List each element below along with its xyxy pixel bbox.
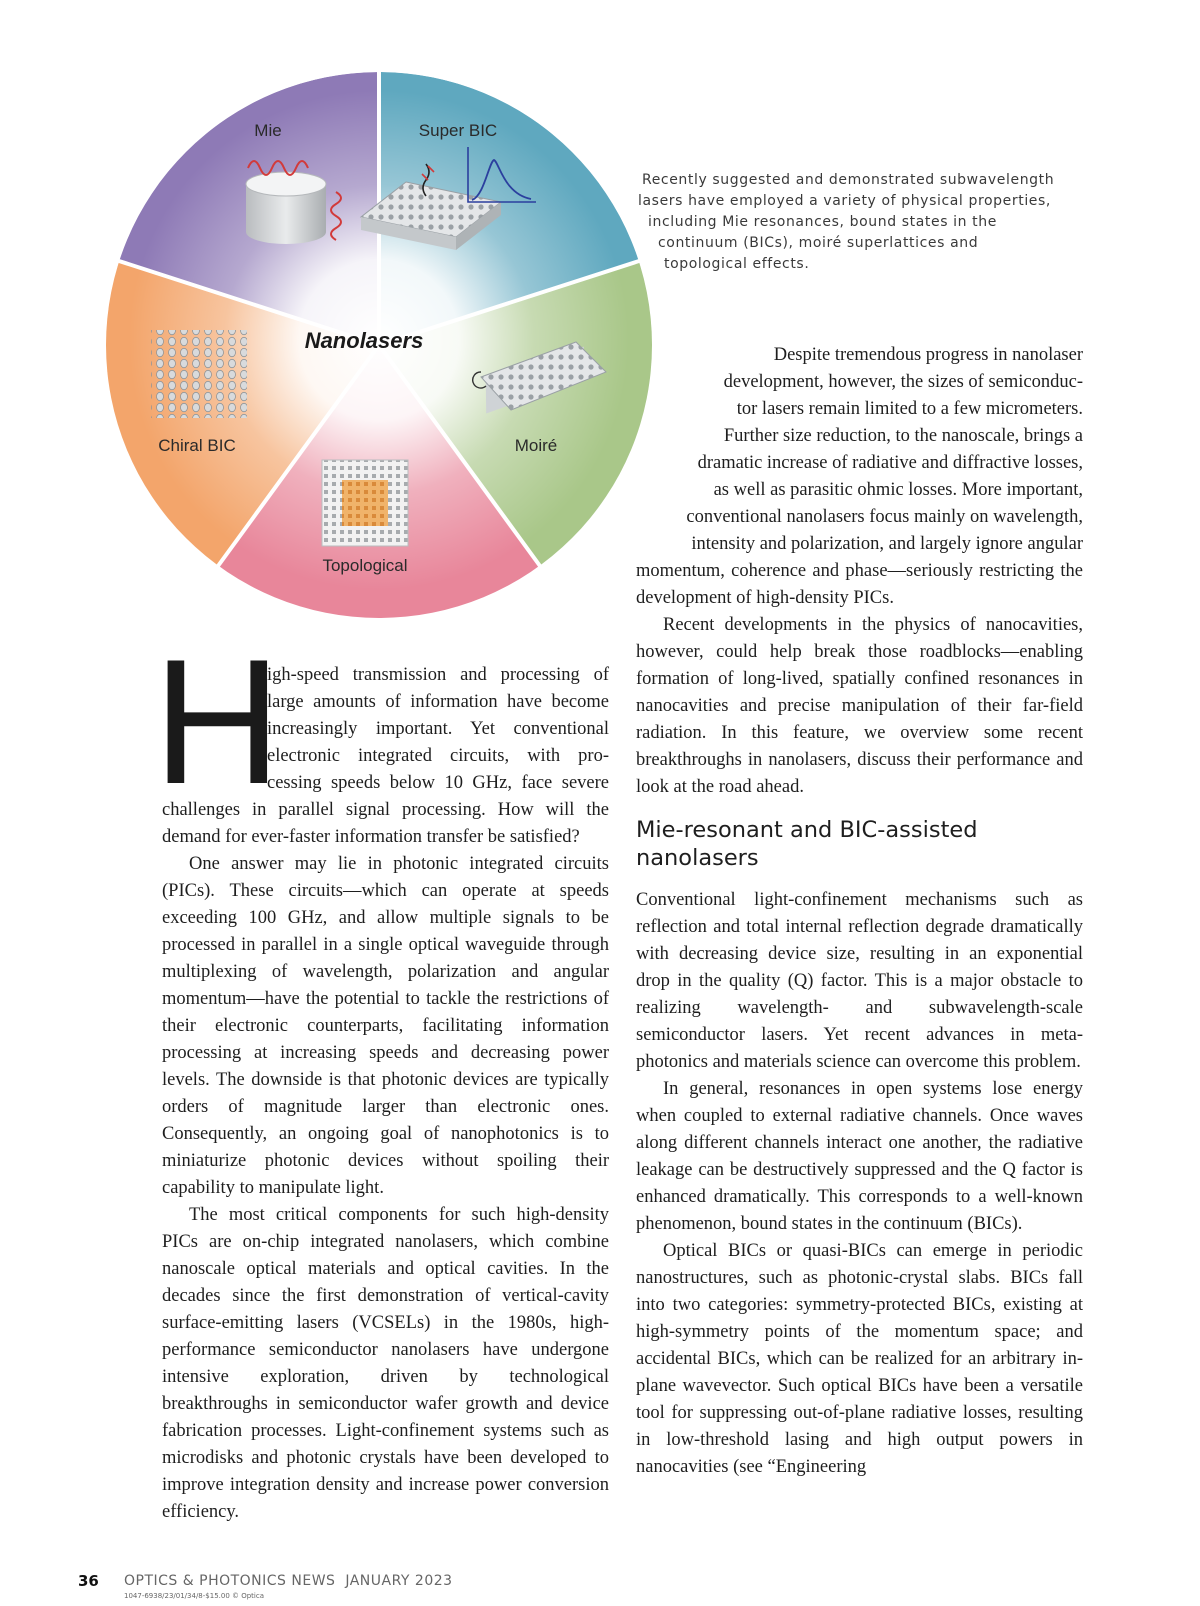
label-moire: Moiré — [514, 436, 558, 455]
label-topological: Topological — [322, 556, 408, 575]
section-heading: Mie-resonant and BIC-assisted nanolasers — [636, 817, 978, 871]
body-paragraph: momentum, coherence and phase—seriously restricting the development of high-density PICs. — [636, 561, 1083, 608]
label-nanolasers: Nanolasers — [304, 328, 424, 353]
nanolaser-wheel-figure — [106, 72, 652, 618]
lead-line: increasingly important. Yet conventional — [267, 719, 609, 739]
body-paragraph: Conventional light-confinement mechanisms such as reflection and total internal reflection degrade dramatically with decreasing device size, resulting in an exponential drop in the quality (Q) factor. This is a major obstacle to realizing wavelength- and subwavelength-scale semiconductor lasers. Yet recent advances in meta-photonics and materials science can overcome this problem. — [636, 890, 1083, 1072]
running-head: OPTICS & PHOTONICS NEWS JANUARY 2023 — [124, 1573, 453, 1589]
taper-line: dramatic increase of radiative and diffractive losses, — [697, 453, 1083, 473]
body-paragraph: One answer may lie in photonic integrated circuits (PICs). These circuits—which can operate at speeds exceeding 100 GHz, and allow multiple signals to be processed in parallel in a single optical waveguide through multiplexing of wavelength, polarization and angular momentum—have the potential to tackle the restrictions of their electronic counterparts, facilitating information processing at increasing speeds and decreasing power levels. The downside is that photonic devices are typically orders of magnitude larger than electronic ones. Consequently, an ongoing goal of nanophotonics is to miniaturize photonic devices without spoiling their capability to manipulate light. — [162, 854, 609, 1198]
label-super-bic: Super BIC — [418, 121, 498, 140]
caption-line: including Mie resonances, bound states in the — [648, 214, 997, 230]
topological-lattice-illustration — [322, 460, 408, 546]
caption-line: topological effects. — [664, 256, 810, 272]
lead-line: cessing speeds below 10 GHz, face severe — [267, 773, 609, 793]
label-chiral-bic: Chiral BIC — [158, 436, 236, 455]
lead-line: igh-speed transmission and processing of — [267, 665, 609, 685]
lead-line: large amounts of information have become — [267, 692, 609, 712]
taper-line: tor lasers remain limited to a few micrometers. — [736, 399, 1083, 419]
figure-caption — [628, 170, 1068, 275]
caption-line: lasers have employed a variety of physical properties, — [638, 193, 1051, 209]
lead-continuation: challenges in parallel signal processing. How will the demand for ever-faster information transfer be satisfied? — [162, 800, 609, 847]
caption-line: continuum (BICs), moiré superlattices and — [658, 235, 979, 251]
chiral-bic-array-illustration — [151, 330, 247, 418]
page-number: 36 — [78, 1572, 99, 1590]
taper-line: Further size reduction, to the nanoscale, brings a — [723, 426, 1083, 446]
body-paragraph: The most critical components for such high-density PICs are on-chip integrated nanolasers, which combine nanoscale optical materials and optical cavities. In the decades since the first demonstration of vertical-cavity surface-emitting lasers (VCSELs) in the 1980s, high-performance semiconductor nanolasers have undergone intensive exploration, driven by technological breakthroughs in semiconductor wafer growth and device fabrication processes. Light-confinement systems such as microdisks and photonic crystals have been developed to improve integration density and increase power conversion efficiency. — [162, 1205, 609, 1522]
label-mie: Mie — [254, 121, 282, 140]
issn-line: 1047-6938/23/01/34/8-$15.00 © Optica — [124, 1592, 265, 1600]
caption-line: Recently suggested and demonstrated subwavelength — [642, 172, 1055, 188]
body-paragraph: Optical BICs or quasi-BICs can emerge in periodic nanostructures, such as photonic-crystal slabs. BICs fall into two categories: symmetry-protected BICs, existing at high-symmetry points of the momentum space; and accidental BICs, which can be realized for an arbitrary in-plane wavevector. Such optical BICs have been a versatile tool for suppressing out-of-plane radiative losses, resulting in low-threshold lasing and high output powers in nanocavities (see “Engineering — [636, 1241, 1083, 1477]
taper-line: Despite tremendous progress in nanolaser — [773, 345, 1083, 365]
left-column — [162, 662, 609, 1526]
taper-line: as well as parasitic ohmic losses. More important, — [713, 480, 1083, 500]
taper-line: development, however, the sizes of semiconduc- — [723, 372, 1083, 392]
right-column-top — [636, 342, 1083, 801]
taper-line: conventional nanolasers focus mainly on wavelength, — [686, 507, 1083, 527]
tapered-lines — [636, 342, 1083, 558]
right-column-bottom — [636, 887, 1083, 1481]
wheel-svg — [106, 72, 652, 618]
drop-cap: H — [153, 622, 282, 821]
lead-line: electronic integrated circuits, with pro- — [267, 746, 609, 766]
body-paragraph: In general, resonances in open systems lose energy when coupled to external radiative channels. Once waves along different channels interact one another, the radiative leakage can be destructively suppressed and the Q factor is enhanced dramatically. This corresponds to a well-known phenomenon, bound states in the continuum (BICs). — [636, 1079, 1083, 1234]
body-paragraph: Recent developments in the physics of nanocavities, however, could help break those roadblocks—enabling formation of long-lived, spatially confined resonances in nanocavities and precise manipulation of their far-field radiation. In this feature, we overview some recent breakthroughs in nanolasers, discuss their performance and look at the road ahead. — [636, 615, 1083, 797]
taper-line: intensity and polarization, and largely ignore angular — [691, 534, 1083, 554]
